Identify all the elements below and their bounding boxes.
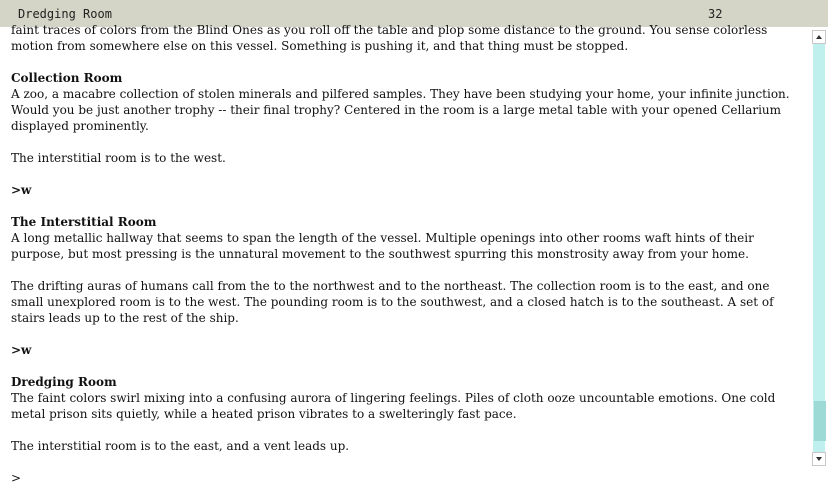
- vertical-scrollbar[interactable]: [812, 27, 826, 472]
- room-exits-dredging: The interstitial room is to the east, and a vent leads up.: [11, 439, 350, 453]
- status-score: 32: [708, 7, 723, 21]
- prompt-symbol: >: [11, 471, 22, 485]
- scroll-thumb[interactable]: [814, 401, 826, 441]
- room-description-interstitial: A long metallic hallway that seems to span the length of the vessel. Multiple openings into other rooms waft hints of their purpose, but most pressing is the unnatural movement to the southwest spurring this monstrosity away from your home.: [11, 231, 754, 261]
- room-description-dredging: The faint colors swirl mixing into a confusing aurora of lingering feelings. Piles of cloth ooze uncountable emotions. One cold metal prison sits quietly, while a heated prison vibrates to a swelteringly fast pace.: [11, 391, 776, 421]
- room-title-interstitial: The Interstitial Room: [11, 215, 157, 229]
- player-command: >w: [11, 183, 32, 197]
- player-command: >w: [11, 343, 32, 357]
- room-title-dredging: Dredging Room: [11, 375, 117, 389]
- scroll-up-arrow-icon[interactable]: [812, 30, 826, 44]
- scroll-track[interactable]: [813, 44, 825, 452]
- scroll-down-arrow-icon[interactable]: [812, 452, 826, 466]
- transcript-window[interactable]: [0, 23, 810, 485]
- status-location: Dredging Room: [18, 7, 112, 21]
- room-description-collection: A zoo, a macabre collection of stolen minerals and pilfered samples. They have been studying your home, your infinite junction. Would you be just another trophy -- their final trophy? Centered in the room is a large metal table with your opened Cellarium displayed prominently.: [11, 87, 790, 133]
- command-prompt[interactable]: [11, 470, 805, 486]
- room-exits-interstitial: The drifting auras of humans call from the to the northwest and to the northeast. The collection room is to the east, and one small unexplored room is to the west. The pounding room is to the southwest, and a closed hatch is to the southeast. A set of stairs leads up to the rest of the ship.: [11, 279, 774, 325]
- transcript-paragraph: faint traces of colors from the Blind Ones as you roll off the table and plop some distance to the ground. You sense colorless motion from somewhere else on this vessel. Something is pushing it, and that thing must be stopped.: [11, 23, 768, 53]
- room-title-collection: Collection Room: [11, 71, 123, 85]
- transcript-content: [11, 22, 805, 486]
- room-exits-collection: The interstitial room is to the west.: [11, 151, 226, 165]
